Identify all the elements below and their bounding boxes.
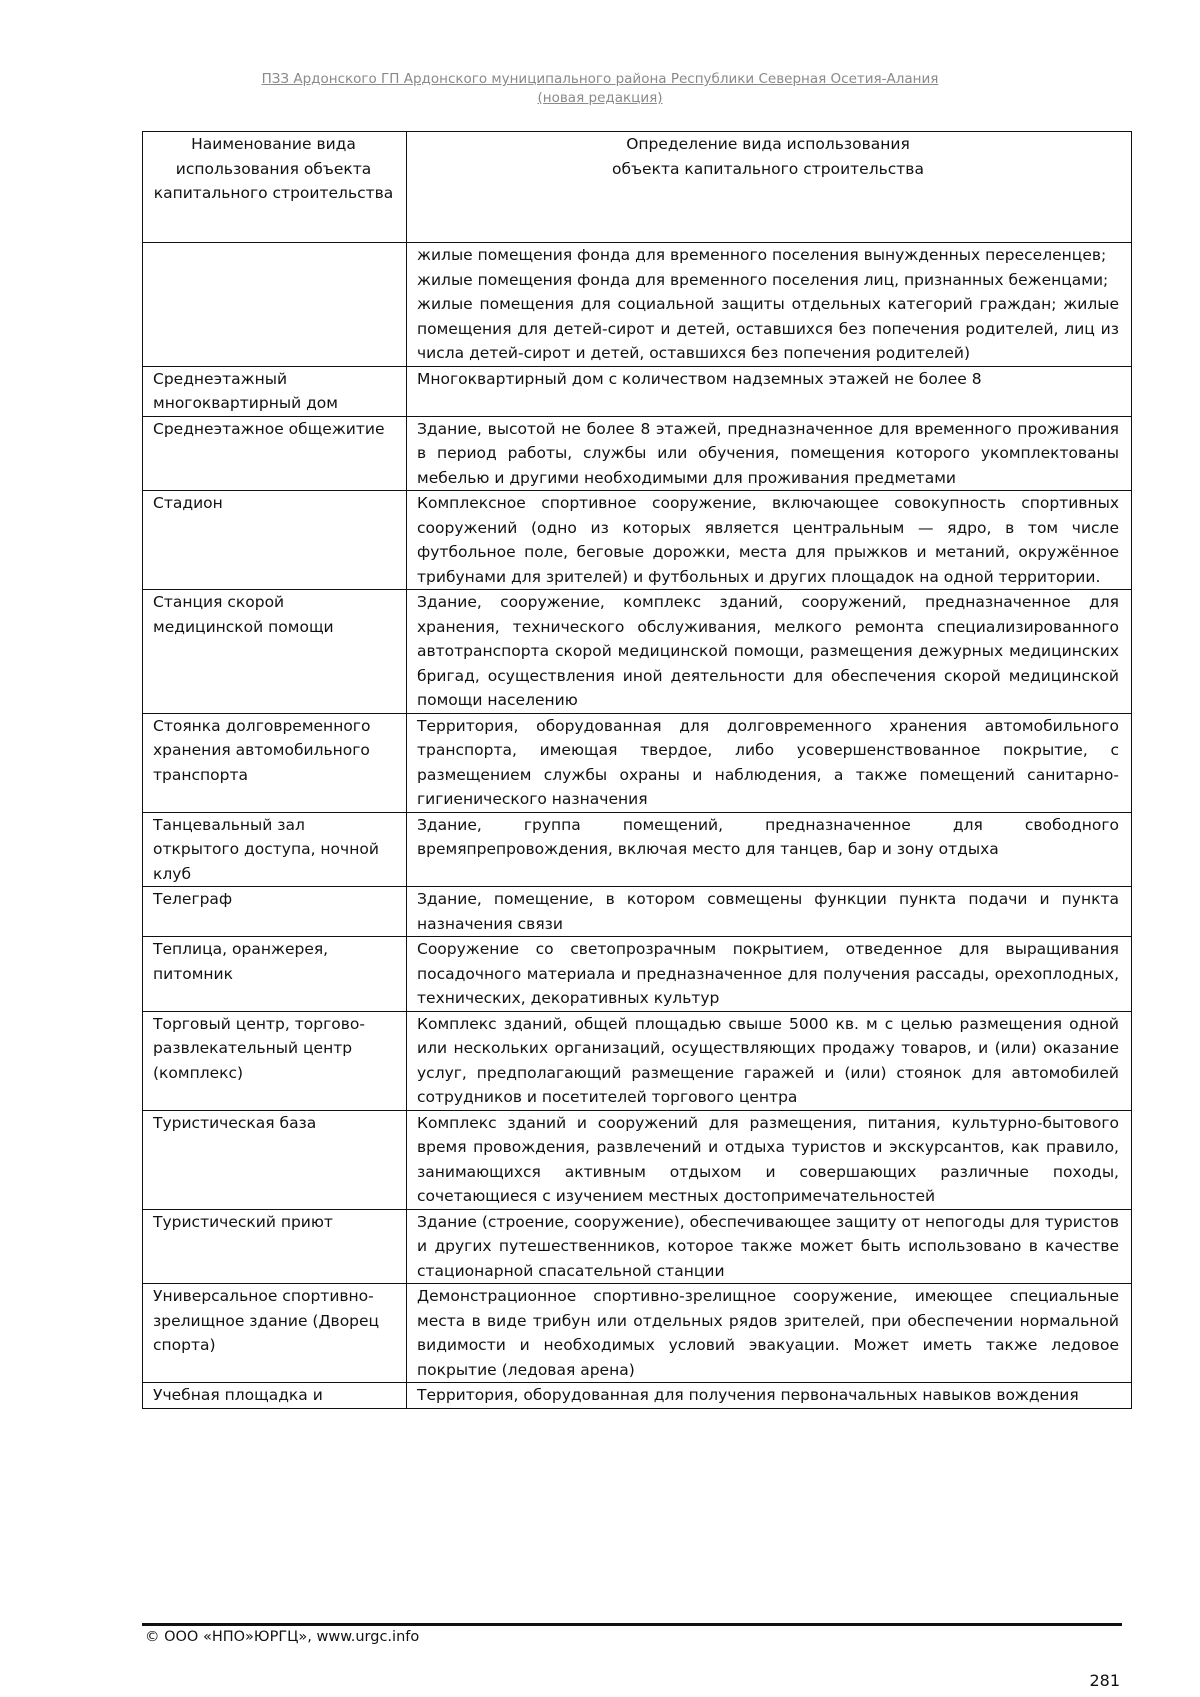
use-type-name: Станция скорой медицинской помощи — [143, 590, 407, 714]
use-type-definition: Территория, оборудованная для долговременного хранения автомобильного транспорта, имеющая твердое, либо усовершенствованное покрытие, с размещением службы охраны и наблюдения, а также помещений санитарно-гигиенического назначения — [407, 713, 1132, 812]
footer-divider — [142, 1623, 1122, 1626]
use-type-name: Среднеэтажный многоквартирный дом — [143, 366, 407, 416]
table-row — [143, 887, 1132, 937]
use-type-name: Туристическая база — [143, 1110, 407, 1209]
column-header-definition-line1: Определение вида использования — [626, 135, 910, 153]
use-type-definition: жилые помещения фонда для временного поселения вынужденных переселенцев; жилые помещения фонда для временного поселения лиц, признанных беженцами; жилые помещения для социальной защиты отдельных категорий граждан; жилые помещения для детей-сирот и детей, оставшихся без попечения родителей, лиц из числа детей-сирот и детей, оставшихся без попечения родителей) — [407, 243, 1132, 367]
table-row — [143, 416, 1132, 491]
use-type-definition: Комплекс зданий и сооружений для размещения, питания, культурно-бытового время провождения, развлечений и отдыха туристов и экскурсантов, как правило, занимающихся активным отдыхом и совершающих различные походы, сочетающиеся с изучением местных достопримечательностей — [407, 1110, 1132, 1209]
table-row — [143, 713, 1132, 812]
table-row — [143, 590, 1132, 714]
table-body — [143, 243, 1132, 1409]
table-row — [143, 1209, 1132, 1284]
land-use-definitions-table — [142, 131, 1132, 1409]
column-header-definition — [407, 132, 1132, 243]
use-type-definition: Демонстрационное спортивно-зрелищное сооружение, имеющее специальные места в виде трибун или отдельных рядов зрителей, при обеспечении нормальной видимости и необходимых условий эвакуации. Может иметь также ледовое покрытие (ледовая арена) — [407, 1284, 1132, 1383]
use-type-definition: Территория, оборудованная для получения первоначальных навыков вождения — [407, 1383, 1132, 1409]
use-type-name: Телеграф — [143, 887, 407, 937]
use-type-definition: Здание, сооружение, комплекс зданий, сооружений, предназначенное для хранения, технического обслуживания, мелкого ремонта специализированного автотранспорта скорой медицинской помощи, размещения дежурных медицинских бригад, осуществления иной деятельности для обеспечения скорой медицинской помощи населению — [407, 590, 1132, 714]
use-type-name: Стоянка долговременного хранения автомобильного транспорта — [143, 713, 407, 812]
use-type-definition: Сооружение со светопрозрачным покрытием, отведенное для выращивания посадочного материала и предназначенное для получения рассады, орехоплодных, технических, декоративных культур — [407, 937, 1132, 1012]
use-type-definition: Здание, помещение, в котором совмещены функции пункта подачи и пункта назначения связи — [407, 887, 1132, 937]
table-row — [143, 1383, 1132, 1409]
table-row — [143, 491, 1132, 590]
footer-copyright: © ООО «НПО»ЮРГЦ», www.urgc.info — [145, 1629, 420, 1645]
table-row — [143, 366, 1132, 416]
header-edition-line: (новая редакция) — [537, 90, 663, 106]
column-header-definition-line2: объекта капитального строительства — [612, 159, 924, 178]
table-row — [143, 937, 1132, 1012]
table-row — [143, 812, 1132, 887]
table-row — [143, 1011, 1132, 1110]
use-type-name: Теплица, оранжерея, питомник — [143, 937, 407, 1012]
use-type-name: Танцевальный зал открытого доступа, ночной клуб — [143, 812, 407, 887]
use-type-definition: Комплекс зданий, общей площадью свыше 5000 кв. м с целью размещения одной или нескольких организаций, осуществляющих продажу товаров, и (или) оказание услуг, предполагающий размещение гаражей и (или) стоянок для автомобилей сотрудников и посетителей торгового центра — [407, 1011, 1132, 1110]
use-type-definition: Многоквартирный дом с количеством надземных этажей не более 8 — [407, 366, 1132, 416]
table-row — [143, 1110, 1132, 1209]
table-row — [143, 243, 1132, 367]
page-header — [0, 70, 1200, 108]
use-type-definition: Здание, высотой не более 8 этажей, предназначенное для временного проживания в период работы, службы или обучения, помещения которого укомплектованы мебелью и другими необходимыми для проживания предметами — [407, 416, 1132, 491]
table-header-row — [143, 132, 1132, 243]
use-type-definition: Здание (строение, сооружение), обеспечивающее защиту от непогоды для туристов и других путешественников, которое также может быть использовано в качестве стационарной спасательной станции — [407, 1209, 1132, 1284]
use-type-name: Среднеэтажное общежитие — [143, 416, 407, 491]
column-header-name: Наименование вида использования объекта капитального строительства — [143, 132, 407, 243]
use-type-name: Универсальное спортивно-зрелищное здание (Дворец спорта) — [143, 1284, 407, 1383]
use-type-definition: Комплексное спортивное сооружение, включающее совокупность спортивных сооружений (одно из которых является центральным — ядро, в том числе футбольное поле, беговые дорожки, места для прыжков и метаний, окружённое трибунами для зрителей) и футбольных и других площадок на одной территории. — [407, 491, 1132, 590]
use-type-name: Туристический приют — [143, 1209, 407, 1284]
use-type-name — [143, 243, 407, 367]
use-type-name: Торговый центр, торгово-развлекательный центр (комплекс) — [143, 1011, 407, 1110]
use-type-definition: Здание, группа помещений, предназначенное для свободного времяпрепровождения, включая место для танцев, бар и зону отдыха — [407, 812, 1132, 887]
header-title-line: ПЗЗ Ардонского ГП Ардонского муниципального района Республики Северная Осетия-Алания — [261, 71, 939, 87]
use-type-name: Учебная площадка и — [143, 1383, 407, 1409]
page-number: 281 — [1089, 1671, 1120, 1690]
use-type-name: Стадион — [143, 491, 407, 590]
table-row — [143, 1284, 1132, 1383]
